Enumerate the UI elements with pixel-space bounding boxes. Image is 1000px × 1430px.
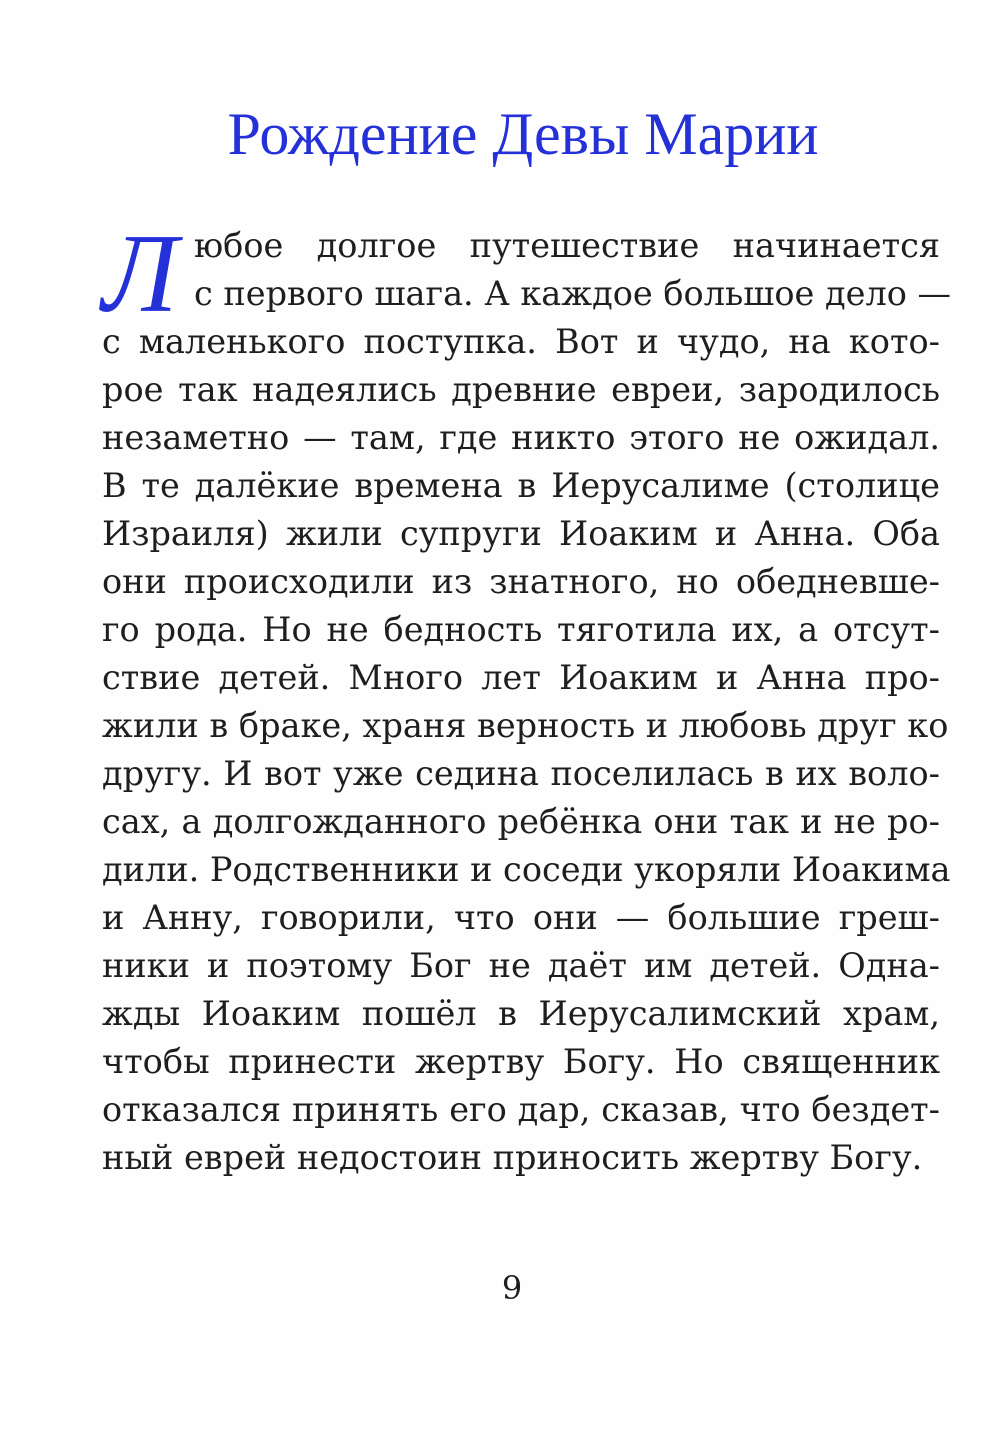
text-line: незаметно — там, где никто этого не ожидал.	[102, 418, 940, 457]
text-line: чтобы принести жертву Богу. Но священник	[102, 1042, 940, 1081]
page-title: Рождение Девы Марии	[227, 101, 819, 167]
text-line: юбое долгое путешествие начинается	[194, 226, 940, 265]
body-text	[102, 212, 952, 1182]
text-line: сах, а долгожданного ребёнка они так и не ро-	[102, 802, 940, 841]
text-line: жили в браке, храня верность и любовь друг ко	[102, 706, 949, 745]
text-line: и Анну, говорили, что они — большие греш-	[102, 898, 940, 937]
drop-cap: Л	[102, 212, 178, 336]
text-line: отказался принять его дар, сказав, что бездет-	[102, 1090, 940, 1129]
page-number: 9	[501, 1269, 523, 1307]
text-line: ный еврей недостоин приносить жертву Богу.	[102, 1138, 923, 1177]
text-line: с маленького поступка. Вот и чудо, на кото-	[102, 322, 940, 361]
text-line: ники и поэтому Бог не даёт им детей. Одна-	[102, 946, 940, 985]
text-line: другу. И вот уже седина поселилась в их воло-	[102, 754, 940, 793]
text-line: с первого шага. А каждое большое дело —	[194, 274, 952, 313]
text-line: В те далёкие времена в Иерусалиме (столице	[102, 466, 940, 505]
text-line: они происходили из знатного, но обедневше-	[102, 562, 940, 601]
text-line: Израиля) жили супруги Иоаким и Анна. Оба	[102, 514, 940, 553]
text-line: ствие детей. Много лет Иоаким и Анна про-	[102, 658, 940, 697]
text-line: дили. Родственники и соседи укоряли Иоакима	[102, 850, 951, 889]
text-line: жды Иоаким пошёл в Иерусалимский храм,	[102, 994, 940, 1033]
text-line: го рода. Но не бедность тяготила их, а отсут-	[102, 610, 940, 649]
text-line: рое так надеялись древние евреи, зародилось	[102, 370, 940, 409]
